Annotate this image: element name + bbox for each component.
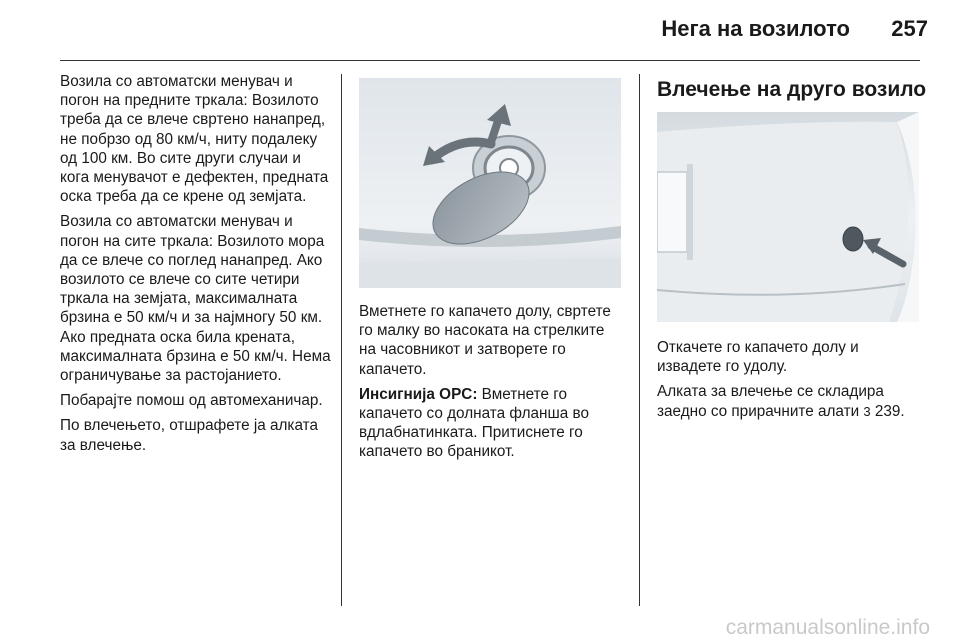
page-reference: 239.	[870, 402, 905, 420]
bumper-cap-illustration	[359, 78, 621, 288]
header-rule	[60, 60, 920, 61]
column-divider-left	[341, 74, 342, 606]
col2-paragraph-1: Вметнете го капачето долу, свртете го малку во насоката на стрелките на часовникот и затворете го капачето.	[359, 303, 611, 378]
col3-paragraph-1: Откачете го капачето долу и извадете го удолу.	[657, 339, 859, 376]
column-2	[359, 302, 621, 468]
watermark: carmanualsonline.info	[725, 616, 930, 639]
col2-paragraph-2	[359, 385, 621, 462]
header-title: Нега на возилото	[661, 16, 850, 41]
column-divider-right	[639, 74, 640, 606]
page-number: 257	[891, 16, 928, 41]
col3-paragraph-2	[657, 382, 925, 420]
col3-paragraph-2-text: Алката за влечење се складира заедно со прирачните алати	[657, 383, 884, 420]
col1-paragraph-1: Возила со автоматски менувач и погон на предните тркала: Возилото треба да се влече свртено нанапред, не побрзо од 80 км/ч, ниту подалеку од 100 км. Во сите други случаи и кога менувачот е дефектен, предната оска треба да се крене од земјата.	[60, 73, 329, 206]
col1-paragraph-4: По влечењето, отшрафете ја алката за влечење.	[60, 417, 318, 454]
ops-label: Инсигнија OPC:	[359, 385, 478, 403]
figure-cap-insertion	[359, 78, 621, 288]
figure-bumper-cap	[657, 112, 919, 322]
rear-bumper-illustration	[657, 112, 919, 322]
column-1	[60, 72, 332, 461]
column-3	[657, 338, 925, 427]
page-reference-icon: 3	[863, 403, 871, 419]
section-heading: Влечење на друго возило	[657, 78, 927, 101]
col1-paragraph-2: Возила со автоматски менувач и погон на сите тркала: Возилото мора да се влече со поглед нанапред. Ако возилото се влече со сите четири тркала на земјата, максималната брзина е 50 км/ч и за најмногу 50 км. Ако предната оска била кренатa, максималната брзина е 50 км/ч. Нема ограничување за растојанието.	[60, 213, 331, 385]
ops-text: Вметнете го капачето со долната фланша во вдлабнатинката. Притиснете го капачето во браникот.	[359, 385, 589, 461]
col1-paragraph-3: Побарајте помош од автомеханичар.	[60, 392, 323, 410]
